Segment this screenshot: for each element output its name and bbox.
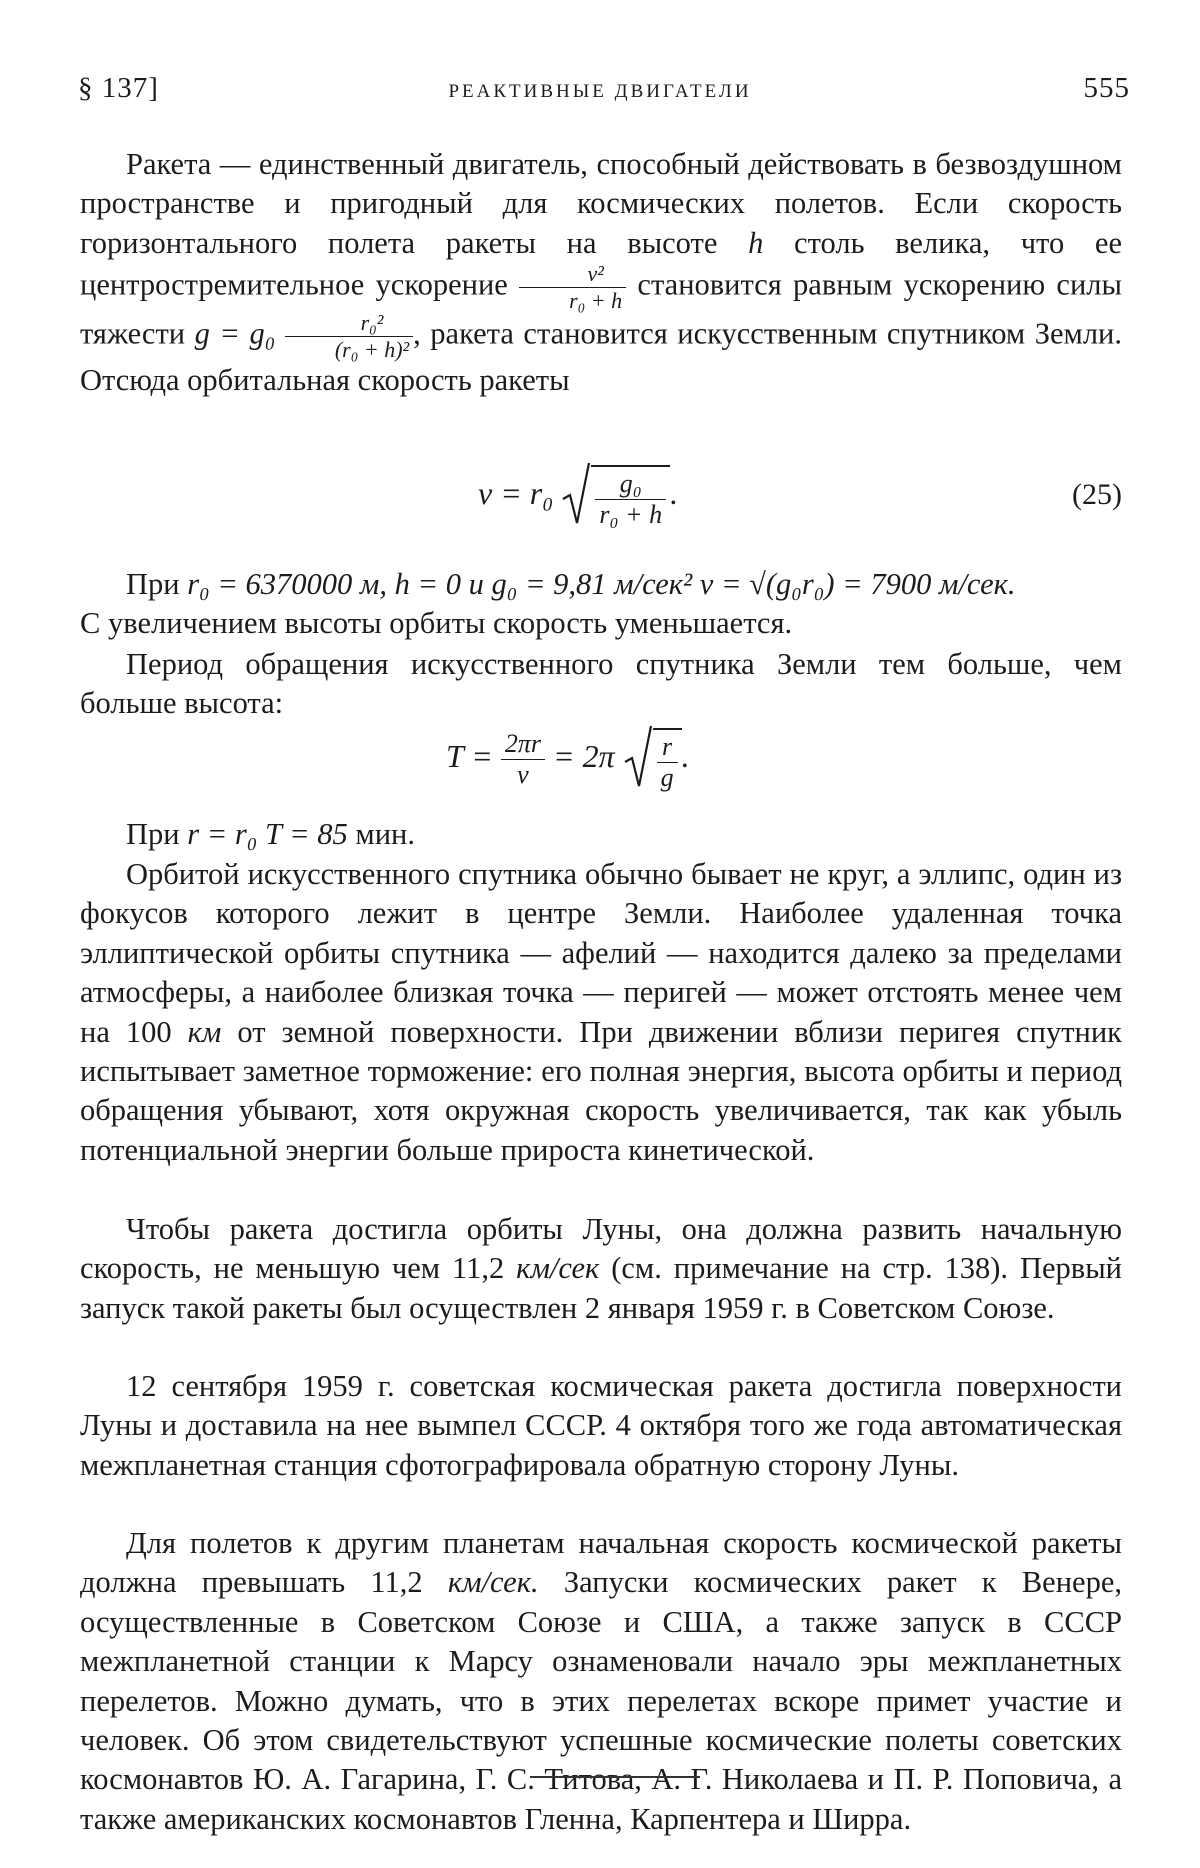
frac2-numerator: r₀²	[285, 312, 413, 337]
p6-text-a: Чтобы ракета достигла орбиты Луны, она должна развить начальную скорость, не меньшую чем 11,2	[80, 1212, 1122, 1286]
end-rule	[530, 1776, 700, 1778]
eqT-dot: .	[681, 737, 690, 774]
p2-text-b: С увеличением высоты орбиты скорость уменьшается.	[80, 606, 793, 641]
p4-text-b: мин.	[347, 817, 415, 851]
gravity-fraction	[285, 312, 413, 361]
paragraph-luna-1959	[80, 1367, 1122, 1485]
eqT-lhs: T =	[446, 737, 493, 774]
equation-period	[446, 728, 690, 791]
p1-text-c: становится равным ускорению силы тяжести	[80, 267, 1122, 351]
paragraph-interplanetary	[80, 1524, 1122, 1839]
running-title: РЕАКТИВНЫЕ ДВИГАТЕЛИ	[448, 81, 752, 102]
eq25-lhs: v = r₀	[478, 474, 554, 511]
gravity-formula: g = g₀	[194, 316, 276, 351]
frac1-numerator: v²	[519, 263, 626, 288]
eq25-denominator: r₀ + h	[599, 500, 663, 529]
p6-text-b: (см. примечание на стр. 138). Первый запуск такой ракеты был осуществлен 2 января 1959 г. в Советском Союзе.	[80, 1251, 1123, 1325]
p7-text: 12 сентября 1959 г. советская космическая ракета достигла поверхности Луны и доставила на нее вымпел СССР. 4 октября того же года автоматическая межпланетная станция сфотографировала обратную сторону Луны.	[80, 1369, 1122, 1482]
paragraph-rocket-intro	[80, 145, 1122, 401]
p2-text-a: При	[126, 567, 188, 601]
p2-values: r₀ = 6370000 м, h = 0 и g₀ = 9,81 м/сек² v = √(g₀r₀) = 7900 м/сек.	[187, 567, 1016, 601]
p6-unit: км/сек	[516, 1251, 600, 1286]
eqT-numerator2: r	[657, 734, 678, 763]
p5-text-a: Орбитой искусственного спутника обычно бывает не круг, а эллипс, один из фокусов которого лежит в центре Земли. Наиболее удаленная точка эллиптической орбиты спутника — афелий — находится далеко за пределами атмосферы, а наиболее близкая точка — перигей — может отстоять менее чем на 100	[80, 857, 1122, 1049]
var-h: h	[748, 225, 764, 260]
equation-number: (25)	[1072, 478, 1122, 511]
p1-text-d: , ракета становится искусственным спутником Земли. Отсюда орбитальная скорость ракеты	[80, 316, 1122, 398]
p1-text-b: столь велика, что ее центростремительное ускорение	[80, 225, 1122, 302]
paragraph-period	[80, 645, 1122, 724]
sqrt-symbol-2	[623, 728, 682, 791]
paragraph-moon-launch	[80, 1210, 1122, 1328]
eqT-numerator1: 2πr	[501, 731, 545, 760]
section-marker: § 137]	[78, 72, 159, 104]
p3-text: Период обращения искусственного спутника Земли тем больше, чем больше высота:	[80, 647, 1122, 721]
frac1-denominator: r₀ + h	[569, 288, 623, 314]
page-number: 555	[1083, 72, 1130, 104]
sqrt-symbol	[561, 465, 670, 528]
eqT-mid: = 2π	[552, 737, 615, 774]
p8-text-a: Для полетов к другим планетам начальная скорость космической ракеты должна превышать 11,2	[80, 1526, 1122, 1600]
equation-orbital-velocity	[478, 465, 678, 528]
frac2-denominator: (r₀ + h)²	[334, 337, 410, 363]
p5-text-b: от земной поверхности. При движении вблизи перигея спутник испытывает заметное торможение: его полная энергия, высота орбиты и период обращения убывают, хотя окружная скорость увеличивается, так как убыль потенциальной энергии больше прироста кинетической.	[80, 1014, 1122, 1167]
p5-unit: км	[187, 1014, 222, 1049]
paragraph-numeric-values	[80, 565, 1122, 644]
eq25-numerator: g₀	[595, 471, 666, 500]
p4-text-a: При	[126, 817, 188, 851]
p1-text-a: Ракета — единственный двигатель, способный действовать в безвоздушном пространстве и пригодный для космических полетов. Если скорость горизонтального полета ракеты на высоте	[80, 147, 1122, 260]
eqT-denominator2: g	[660, 763, 674, 792]
p4-values: r = r₀ T = 85	[187, 817, 348, 851]
eq25-dot: .	[670, 474, 679, 511]
centripetal-fraction	[519, 263, 626, 312]
paragraph-period-value	[80, 815, 1122, 854]
eqT-denominator1: v	[517, 760, 529, 789]
p8-text-b: Запуски космических ракет к Венере, осуществленные в Советском Союзе и США, а также запуск в СССР межпланетной станции к Марсу ознаменовали начало эры межпланетных перелетов. Можно думать, что в этих перелетах вскоре примет участие и человек. Об этом свидетельствуют успешные космические полеты советских космонавтов Ю. А. Гагарина, Г. С. Титова, А. Г. Николаева и П. Р. Поповича, а также американских космонавтов Гленна, Карпентера и Ширра.	[80, 1565, 1122, 1836]
paragraph-ellipse-orbit	[80, 855, 1122, 1170]
p8-unit: км/сек.	[447, 1565, 539, 1600]
